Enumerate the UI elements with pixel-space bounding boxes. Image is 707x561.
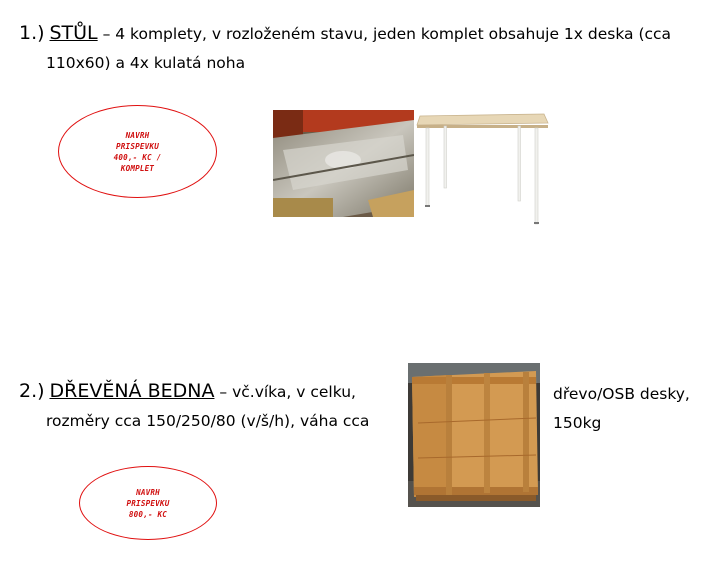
item1-name: STŮL [49, 22, 98, 44]
item2-name: DŘEVĚNÁ BEDNA [49, 380, 215, 402]
item2-price-stamp [79, 466, 217, 540]
item2-description: – vč.víka, v celku, [214, 383, 356, 401]
item1-stamp-text: NAVRH PRISPEVKU 400,- KC / KOMPLET [113, 130, 162, 173]
item2-number: 2.) [19, 380, 45, 402]
item1-description: – 4 komplety, v rozloženém stavu, jeden komplet obsahuje 1x deska (cca [97, 25, 672, 43]
wooden-crate-photo [408, 363, 540, 507]
item2-line1 [19, 380, 356, 403]
item2-right-line2: 150kg [553, 414, 602, 432]
item1-price-stamp [58, 105, 217, 198]
item1-line1 [19, 22, 671, 45]
item1-number: 1.) [19, 22, 45, 44]
table-photo [414, 110, 550, 225]
item2-line2: rozměry cca 150/250/80 (v/š/h), váha cca [46, 412, 370, 430]
item2-stamp-text: NAVRH PRISPEVKU 800,- KC [126, 487, 170, 519]
item1-line2: 110x60) a 4x kulatá noha [46, 54, 246, 72]
item2-right-line1: dřevo/OSB desky, [553, 385, 690, 403]
wrapped-table-parts-photo [273, 110, 414, 217]
